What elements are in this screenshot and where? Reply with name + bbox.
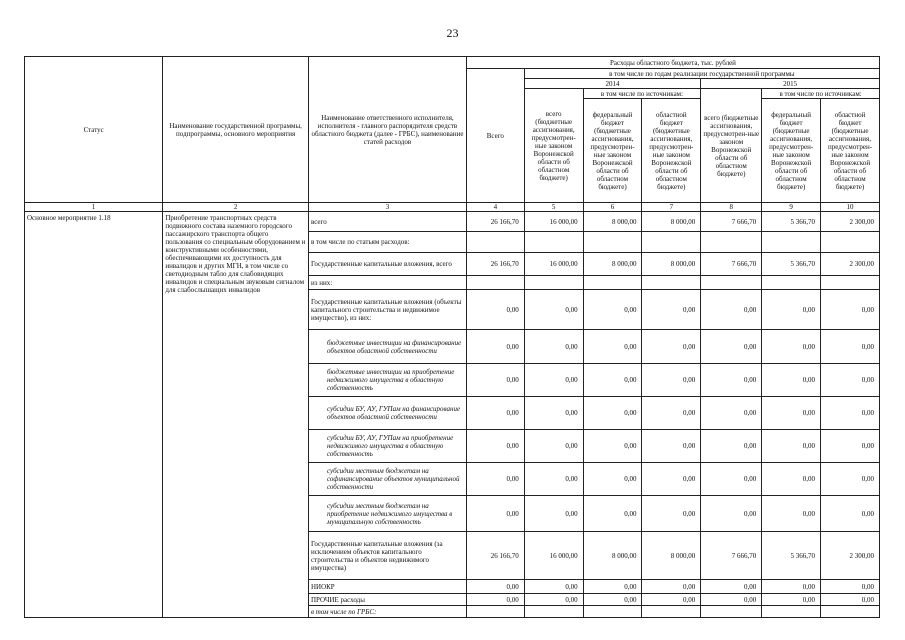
row-value: 0,00	[466, 496, 524, 532]
row-value	[642, 232, 701, 253]
row-value: 0,00	[466, 463, 524, 496]
row-value: 0,00	[701, 463, 762, 496]
row-value: 0,00	[583, 290, 642, 330]
row-value: 7 666,70	[701, 253, 762, 276]
row-value: 0,00	[524, 430, 583, 463]
row-value	[701, 276, 762, 290]
row-value: 0,00	[524, 330, 583, 364]
row-value	[524, 276, 583, 290]
column-number: 5	[524, 203, 583, 212]
column-number: 3	[308, 203, 466, 212]
row-value: 0,00	[466, 290, 524, 330]
row-value	[821, 276, 880, 290]
row-label: из них:	[308, 276, 466, 290]
header-year-2015: 2015	[701, 79, 880, 89]
header-executor: Наименование ответственного исполнителя, исполнителя - главного распорядителя средств областного бюджета (далее - ГРБС), наименование статей расходов	[308, 57, 466, 203]
header-total: Всего	[466, 69, 524, 203]
table-row	[25, 212, 880, 232]
column-number: 4	[466, 203, 524, 212]
row-value: 0,00	[701, 397, 762, 430]
column-number: 10	[821, 203, 880, 212]
row-value: 0,00	[583, 430, 642, 463]
row-value: 0,00	[524, 580, 583, 594]
status-cell: Основное мероприятие 1.18	[25, 212, 163, 618]
row-value: 0,00	[524, 496, 583, 532]
row-value: 0,00	[466, 430, 524, 463]
column-number: 2	[163, 203, 309, 212]
row-value	[524, 232, 583, 253]
row-value: 0,00	[466, 594, 524, 606]
row-value: 0,00	[762, 594, 821, 606]
header-2015-regional: областной бюджет (бюджетные ассигнования, предусмотрен-ные законом Воронежской области об областном бюджете)	[821, 99, 880, 203]
row-value	[466, 232, 524, 253]
row-value: 0,00	[762, 330, 821, 364]
row-value	[762, 232, 821, 253]
row-value: 5 366,70	[762, 253, 821, 276]
column-number: 1	[25, 203, 163, 212]
budget-table	[24, 56, 880, 618]
header-2014-by-sources: в том числе по источникам:	[583, 89, 701, 99]
row-value: 0,00	[524, 290, 583, 330]
row-value: 8 000,00	[583, 532, 642, 580]
row-value: 0,00	[762, 496, 821, 532]
row-value: 0,00	[762, 397, 821, 430]
row-value: 0,00	[762, 580, 821, 594]
row-label: НИОКР	[308, 580, 466, 594]
row-value	[821, 232, 880, 253]
row-value	[762, 606, 821, 618]
row-value: 0,00	[821, 290, 880, 330]
row-value	[466, 606, 524, 618]
row-value: 0,00	[762, 364, 821, 397]
row-value	[821, 606, 880, 618]
row-value: 0,00	[821, 397, 880, 430]
row-value: 7 666,70	[701, 532, 762, 580]
row-value: 0,00	[583, 364, 642, 397]
header-2015-total: всего (бюджетные ассигнования, предусмотрен-ные законом Воронежской области об областном бюджете)	[701, 89, 762, 203]
row-value: 0,00	[821, 364, 880, 397]
row-label: бюджетные инвестиции на финансирование объектов областной собственности	[308, 330, 466, 364]
row-value: 16 000,00	[524, 532, 583, 580]
row-value: 0,00	[821, 594, 880, 606]
header-year-2014: 2014	[524, 79, 701, 89]
row-value	[701, 232, 762, 253]
row-label: бюджетные инвестиции на приобретение недвижимого имущества в областную собственность	[308, 364, 466, 397]
header-program-name: Наименование государственной программы, подпрограммы, основного мероприятия	[163, 57, 309, 203]
header-2014-federal: федеральный бюджет (бюджетные ассигнования, предусмотрен-ные законом Воронежской области об областном бюджете)	[583, 99, 642, 203]
row-value: 0,00	[583, 397, 642, 430]
row-value: 0,00	[466, 580, 524, 594]
row-value: 8 000,00	[642, 532, 701, 580]
page-number: 23	[446, 26, 459, 40]
header-status: Статус	[25, 57, 163, 203]
row-value: 16 000,00	[524, 212, 583, 232]
row-value: 0,00	[821, 580, 880, 594]
row-value: 26 166,70	[466, 253, 524, 276]
row-value	[583, 606, 642, 618]
row-label: субсидии БУ, АУ, ГУПам на финансирование объектов областной собственности	[308, 397, 466, 430]
row-value: 0,00	[524, 594, 583, 606]
row-value: 8 000,00	[583, 253, 642, 276]
row-value	[642, 276, 701, 290]
row-value: 0,00	[583, 594, 642, 606]
row-value: 0,00	[583, 496, 642, 532]
row-label: Государственные капитальные вложения, всего	[308, 253, 466, 276]
column-number: 8	[701, 203, 762, 212]
row-value: 0,00	[821, 496, 880, 532]
row-value: 5 366,70	[762, 212, 821, 232]
row-value: 0,00	[524, 364, 583, 397]
row-value: 16 000,00	[524, 253, 583, 276]
row-label: Государственные капитальные вложения (объекты капитального строительства и недвижимое имущество), из них:	[308, 290, 466, 330]
row-value: 0,00	[466, 330, 524, 364]
row-value	[701, 606, 762, 618]
row-value	[762, 276, 821, 290]
row-value	[642, 606, 701, 618]
row-value: 0,00	[821, 330, 880, 364]
row-value: 0,00	[701, 580, 762, 594]
row-label: в том числе по ГРБС:	[308, 606, 466, 618]
row-value: 0,00	[583, 580, 642, 594]
column-number: 6	[583, 203, 642, 212]
row-value: 2 300,00	[821, 253, 880, 276]
row-value: 0,00	[701, 594, 762, 606]
header-2015-by-sources: в том числе по источникам:	[762, 89, 880, 99]
row-value: 0,00	[524, 463, 583, 496]
row-value: 0,00	[466, 397, 524, 430]
row-value: 8 000,00	[642, 253, 701, 276]
column-number-row	[25, 203, 880, 212]
row-value: 0,00	[466, 364, 524, 397]
row-value	[583, 232, 642, 253]
row-value: 0,00	[701, 290, 762, 330]
row-value: 2 300,00	[821, 212, 880, 232]
row-value: 0,00	[642, 430, 701, 463]
row-value: 0,00	[642, 496, 701, 532]
row-value: 26 166,70	[466, 532, 524, 580]
row-label: Государственные капитальные вложения (за исключением объектов капитального строительства и объектов недвижимого имущества)	[308, 532, 466, 580]
row-value: 2 300,00	[821, 532, 880, 580]
column-number: 9	[762, 203, 821, 212]
row-value	[466, 276, 524, 290]
row-value: 0,00	[642, 364, 701, 397]
row-value: 0,00	[642, 463, 701, 496]
row-value: 0,00	[642, 330, 701, 364]
row-label: ПРОЧИЕ расходы	[308, 594, 466, 606]
row-value: 0,00	[524, 397, 583, 430]
row-label: субсидии местным бюджетам на софинансирование объектов муниципальной собственности	[308, 463, 466, 496]
row-label: субсидии местным бюджетам на приобретение недвижимого имущества в муниципальную собственность	[308, 496, 466, 532]
row-value: 0,00	[762, 463, 821, 496]
row-value: 0,00	[701, 430, 762, 463]
row-value: 0,00	[583, 330, 642, 364]
row-value: 5 366,70	[762, 532, 821, 580]
row-value: 8 000,00	[642, 212, 701, 232]
row-value: 0,00	[701, 364, 762, 397]
row-value: 0,00	[701, 330, 762, 364]
row-value: 0,00	[762, 290, 821, 330]
row-value: 7 666,70	[701, 212, 762, 232]
header-expenses-title: Расходы областного бюджета, тыс. рублей	[466, 57, 879, 69]
header-by-years: в том числе по годам реализации государственной программы	[524, 69, 879, 79]
row-value: 0,00	[701, 496, 762, 532]
row-value: 0,00	[762, 430, 821, 463]
row-label: всего	[308, 212, 466, 232]
row-label: субсидии БУ, АУ, ГУПам на приобретение недвижимого имущества в областную собственность	[308, 430, 466, 463]
header-2014-total: всего (бюджетные ассигнования, предусмотрен-ные законом Воронежской области об областном бюджете)	[524, 89, 583, 203]
row-value: 0,00	[642, 397, 701, 430]
row-value	[524, 606, 583, 618]
row-value	[583, 276, 642, 290]
row-value: 26 166,70	[466, 212, 524, 232]
row-value: 0,00	[583, 463, 642, 496]
row-label: в том числе по статьям расходов:	[308, 232, 466, 253]
row-value: 0,00	[642, 594, 701, 606]
row-value: 0,00	[642, 290, 701, 330]
row-value: 8 000,00	[583, 212, 642, 232]
header-2015-federal: федеральный бюджет (бюджетные ассигнования, предусмотрен-ные законом Воронежской области об областном бюджете)	[762, 99, 821, 203]
header-2014-regional: областной бюджет (бюджетные ассигнования, предусмотрен-ные законом Воронежской области об областном бюджете)	[642, 99, 701, 203]
program-name-cell: Приобретение транспортных средств подвижного состава наземного городского пассажирского транспорта общего пользования со специальным оборудованием и конструктивными особенностями, обеспечивающими их доступность для инвалидов и других МГН, в том числе со светодиодным табло для слабовидящих инвалидов и специальным звуковым сигналом для слабослышащих инвалидов	[163, 212, 309, 618]
column-number: 7	[642, 203, 701, 212]
row-value: 0,00	[821, 430, 880, 463]
row-value: 0,00	[642, 580, 701, 594]
row-value: 0,00	[821, 463, 880, 496]
